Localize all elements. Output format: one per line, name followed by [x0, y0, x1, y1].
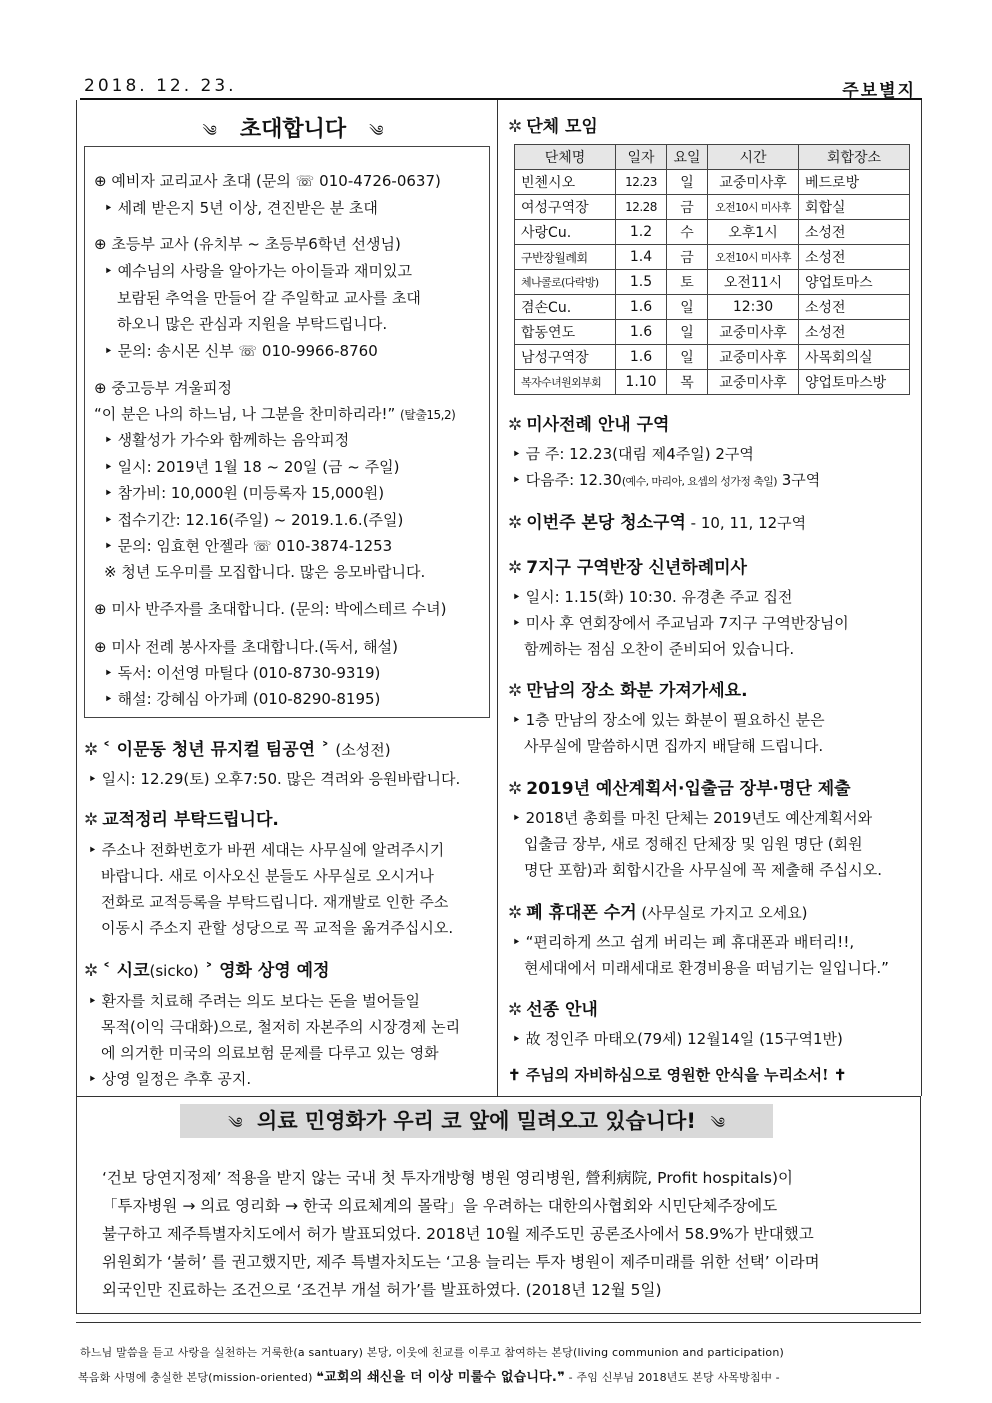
budget-line: 명단 포함)과 회합시간을 사무실에 꼭 제출해 주십시오.: [524, 861, 883, 879]
budget-title: ✲ 2019년 예산계획서·입출금 장부·명단 제출: [508, 779, 851, 799]
sparkle-icon: ✲: [508, 1000, 523, 1020]
column-header: 시간: [708, 145, 799, 170]
invite-title-text: 초대합니다: [239, 117, 347, 142]
left-border: [76, 100, 77, 1096]
table-row: 복자수녀원외부회 1.10 목 교중미사후 양업토마스방: [515, 370, 910, 395]
invite-item: ※ 청년 도우미를 모집합니다. 많은 응모바랍니다.: [104, 563, 426, 581]
table-row: 빈첸시오 12.23 일 교중미사후 베드로방: [515, 170, 910, 195]
obit-closing: ✝ 주님의 자비하심으로 영원한 안식을 누리소서! ✝: [508, 1066, 847, 1084]
invite-item: ⊕ 중고등부 겨울피정: [94, 379, 233, 397]
article-line: 외국인만 진료하는 조건으로 ‘조건부 개설 허가’를 발표하였다. (2018년 12월 5일): [102, 1281, 662, 1299]
invite-item: ‣ 예수님의 사랑을 알아가는 아이들과 재미있고: [104, 262, 412, 280]
sparkle-icon: ✲: [508, 513, 523, 533]
invite-item: ‣ 해설: 강혜심 아가페 (010-8290-8195): [104, 690, 381, 708]
newyear-line: ‣ 일시: 1.15(화) 10:30. 유경촌 주교 집전: [512, 588, 793, 606]
diamond-bullet-icon: ⊕: [94, 379, 112, 397]
ornament-left-icon: ༄: [228, 1114, 243, 1132]
movie-title: ✲ ˂ 시코(sicko) ˃ 영화 상영 예정: [84, 961, 330, 981]
phones-line: 현세대에서 미래세대로 환경비용을 떠넘기는 일입니다.”: [524, 959, 889, 977]
column-header: 단체명: [515, 145, 616, 170]
cross-icon: ✝: [508, 1066, 526, 1084]
invite-item: ⊕ 미사 전례 봉사자를 초대합니다.(독서, 해설): [94, 638, 398, 656]
header-rule: [80, 98, 922, 100]
sparkle-icon: ✲: [508, 415, 523, 435]
registry-line: 전화로 교적등록을 부탁드립니다. 재개발로 인한 주소: [101, 893, 449, 911]
registry-title: ✲ 교적정리 부탁드립니다.: [84, 810, 279, 830]
sparkle-icon: ✲: [508, 681, 523, 701]
footer-motto: 하느님 말씀을 듣고 사랑을 실천하는 거룩한(a santuary) 본당, 이웃에 친교를 이루고 참여하는 본당(living communion and participation): [80, 1346, 785, 1359]
right-border: [921, 100, 922, 1096]
invite-item: 하오니 많은 관심과 지원을 부탁드립니다.: [117, 315, 388, 333]
table-header-row: [515, 145, 910, 170]
table-row: 남성구역장 1.6 일 교중미사후 사목회의실: [515, 345, 910, 370]
flowers-line: 사무실에 말씀하시면 집까지 배달해 드립니다.: [524, 737, 824, 755]
diamond-bullet-icon: ⊕: [94, 235, 112, 253]
sparkle-icon: ✲: [508, 558, 523, 578]
column-divider: [497, 100, 498, 1096]
article-line: ‘건보 당연지정제’ 적용을 받지 않는 국내 첫 투자개방형 병원 영리병원, 營利病院, Profit hospitals)이: [102, 1169, 794, 1187]
table-row: 체나콜로(다락방) 1.5 토 오전11시 양업토마스: [515, 270, 910, 295]
table-row: 여성구역장 12.28 금 오전10시 미사후 회합실: [515, 195, 910, 220]
mass-title: ✲ 미사전례 안내 구역: [508, 415, 670, 435]
invite-item: ‣ 문의: 임효현 안젤라 ☏ 010-3874-1253: [104, 537, 393, 555]
sparkle-icon: ✲: [84, 810, 99, 830]
ornament-right-icon: ༄: [369, 122, 384, 140]
flowers-line: ‣ 1층 만남의 장소에 있는 화분이 필요하신 분은: [512, 711, 825, 729]
bulletin-label: 주보별지: [842, 81, 916, 101]
invite-item: ‣ 접수기간: 12.16(주일) ~ 2019.1.6.(주일): [104, 511, 404, 529]
movie-line: ‣ 상영 일정은 추후 공지.: [88, 1070, 252, 1088]
registry-line: ‣ 주소나 전화번호가 바뀐 세대는 사무실에 알려주시기: [88, 841, 445, 859]
mass-line: ‣ 금 주: 12.23(대림 제4주일) 2구역: [512, 445, 754, 463]
movie-line: 에 의거한 미국의 의료보험 문제를 다루고 있는 영화: [101, 1044, 439, 1062]
column-header: 요일: [667, 145, 708, 170]
article-title: ༄ 의료 민영화가 우리 코 앞에 밀려오고 있습니다! ༄: [180, 1104, 773, 1138]
invite-quote: “이 분은 나의 하느님, 나 그분을 찬미하리라!” (탈출15,2): [94, 405, 456, 423]
sparkle-icon: ✲: [508, 117, 523, 137]
musical-line: ‣ 일시: 12.29(토) 오후7:50. 많은 격려와 응원바랍니다.: [88, 770, 461, 788]
article-line: 「투자병원 → 의료 영리화 → 한국 의료체계의 몰락」을 우려하는 대한의사협회와 시민단체주장에도: [102, 1197, 778, 1215]
diamond-bullet-icon: ⊕: [94, 638, 112, 656]
newyear-line: 함께하는 점심 오찬이 준비되어 있습니다.: [524, 640, 795, 658]
newyear-title: ✲ 7지구 구역반장 신년하례미사: [508, 558, 747, 578]
phones-title: ✲ 폐 휴대폰 수거 (사무실로 가지고 오세요): [508, 903, 808, 923]
invite-item: 보람된 추억을 만들어 갈 주일학교 교사를 초대: [117, 289, 421, 307]
article-line: 불구하고 제주특별자치도에서 허가 발표되었다. 2018년 10월 제주도민 공론조사에서 58.9%가 반대했고: [102, 1225, 814, 1243]
invite-item: ‣ 문의: 송시몬 신부 ☏ 010-9966-8760: [104, 342, 378, 360]
budget-line: 입출금 장부, 새로 정해진 단체장 및 임원 명단 (회원: [524, 835, 863, 853]
cross-icon: ✝: [828, 1066, 847, 1084]
invite-item: ‣ 생활성가 가수와 함께하는 음악피정: [104, 431, 350, 449]
invite-item: ‣ 일시: 2019년 1월 18 ~ 20일 (금 ~ 주일): [104, 458, 400, 476]
musical-title: ✲ ˂ 이문동 청년 뮤지컬 팀공연 ˃ (소성전): [84, 740, 391, 760]
sparkle-icon: ✲: [508, 779, 523, 799]
invite-item: ⊕ 초등부 교사 (유치부 ~ 초등부6학년 선생님): [94, 235, 401, 253]
budget-line: ‣ 2018년 총회를 마친 단체는 2019년도 예산계획서와: [512, 809, 873, 827]
invite-item: ‣ 독서: 이선영 마틸다 (010-8730-9319): [104, 664, 381, 682]
table-row: 합동연도 1.6 일 교중미사후 소성전: [515, 320, 910, 345]
column-header: 일자: [616, 145, 667, 170]
invite-item: ‣ 세례 받은지 5년 이상, 견진받은 분 초대: [104, 199, 378, 217]
invite-item: ‣ 참가비: 10,000원 (미등록자 15,000원): [104, 484, 385, 502]
registry-line: 이동시 주소지 관할 성당으로 꼭 교적을 옮겨주십시오.: [101, 919, 454, 937]
sparkle-icon: ✲: [84, 961, 99, 981]
obit-title: ✲ 선종 안내: [508, 1000, 598, 1020]
sparkle-icon: ✲: [84, 740, 99, 760]
article-line: 위원회가 ‘불허’ 를 권고했지만, 제주 특별자치도는 ‘고용 늘리는 투자 병원이 제주미래를 위한 선택’ 이라며: [102, 1253, 820, 1271]
ornament-right-icon: ༄: [710, 1114, 725, 1132]
sparkle-icon: ✲: [508, 903, 523, 923]
column-header: 회합장소: [799, 145, 910, 170]
invite-item: ⊕ 미사 반주자를 초대합니다. (문의: 박에스테르 수녀): [94, 600, 447, 618]
table-row: 겸손Cu. 1.6 일 12:30 소성전: [515, 295, 910, 320]
table-row: 구반장월례회 1.4 금 오전10시 미사후 소성전: [515, 245, 910, 270]
groups-table: [514, 144, 910, 395]
cleaning-title: ✲ 이번주 본당 청소구역 - 10, 11, 12구역: [508, 513, 807, 533]
footer-rule: [76, 1322, 921, 1323]
diamond-bullet-icon: ⊕: [94, 600, 112, 618]
newyear-line: ‣ 미사 후 연회장에서 주교님과 7지구 구역반장님이: [512, 614, 849, 632]
movie-line: 목적(이익 극대화)으로, 철저히 자본주의 시장경제 논리: [101, 1018, 461, 1036]
footer-motto-2: 복음화 사명에 충실한 본당(mission-oriented) ❝교회의 쇄신을 더 이상 미룰수 없습니다.❞ - 주임 신부님 2018년도 본당 사목방침中 -: [78, 1370, 780, 1385]
diamond-bullet-icon: ⊕: [94, 172, 112, 190]
ornament-left-icon: ༄: [202, 122, 217, 140]
flowers-title: ✲ 만남의 장소 화분 가져가세요.: [508, 681, 748, 701]
mass-line: ‣ 다음주: 12.30(예수, 마리아, 요셉의 성가정 축일) 3구역: [512, 471, 821, 489]
invite-item: ⊕ 예비자 교리교사 초대 (문의 ☏ 010-4726-0637): [94, 172, 441, 190]
registry-line: 바랍니다. 새로 이사오신 분들도 사무실로 오시거나: [101, 867, 434, 885]
bulletin-date: 2018. 12. 23.: [84, 76, 237, 96]
table-row: 사랑Cu. 1.2 수 오후1시 소성전: [515, 220, 910, 245]
groups-title: ✲ 단체 모임: [508, 117, 598, 137]
phones-line: ‣ “편리하게 쓰고 쉽게 버리는 폐 휴대폰과 배터리!!,: [512, 933, 855, 951]
obit-line: ‣ 故 정인주 마태오(79세) 12월14일 (15구역1반): [512, 1030, 843, 1048]
movie-line: ‣ 환자를 치료해 주려는 의도 보다는 돈을 벌어들일: [88, 992, 421, 1010]
